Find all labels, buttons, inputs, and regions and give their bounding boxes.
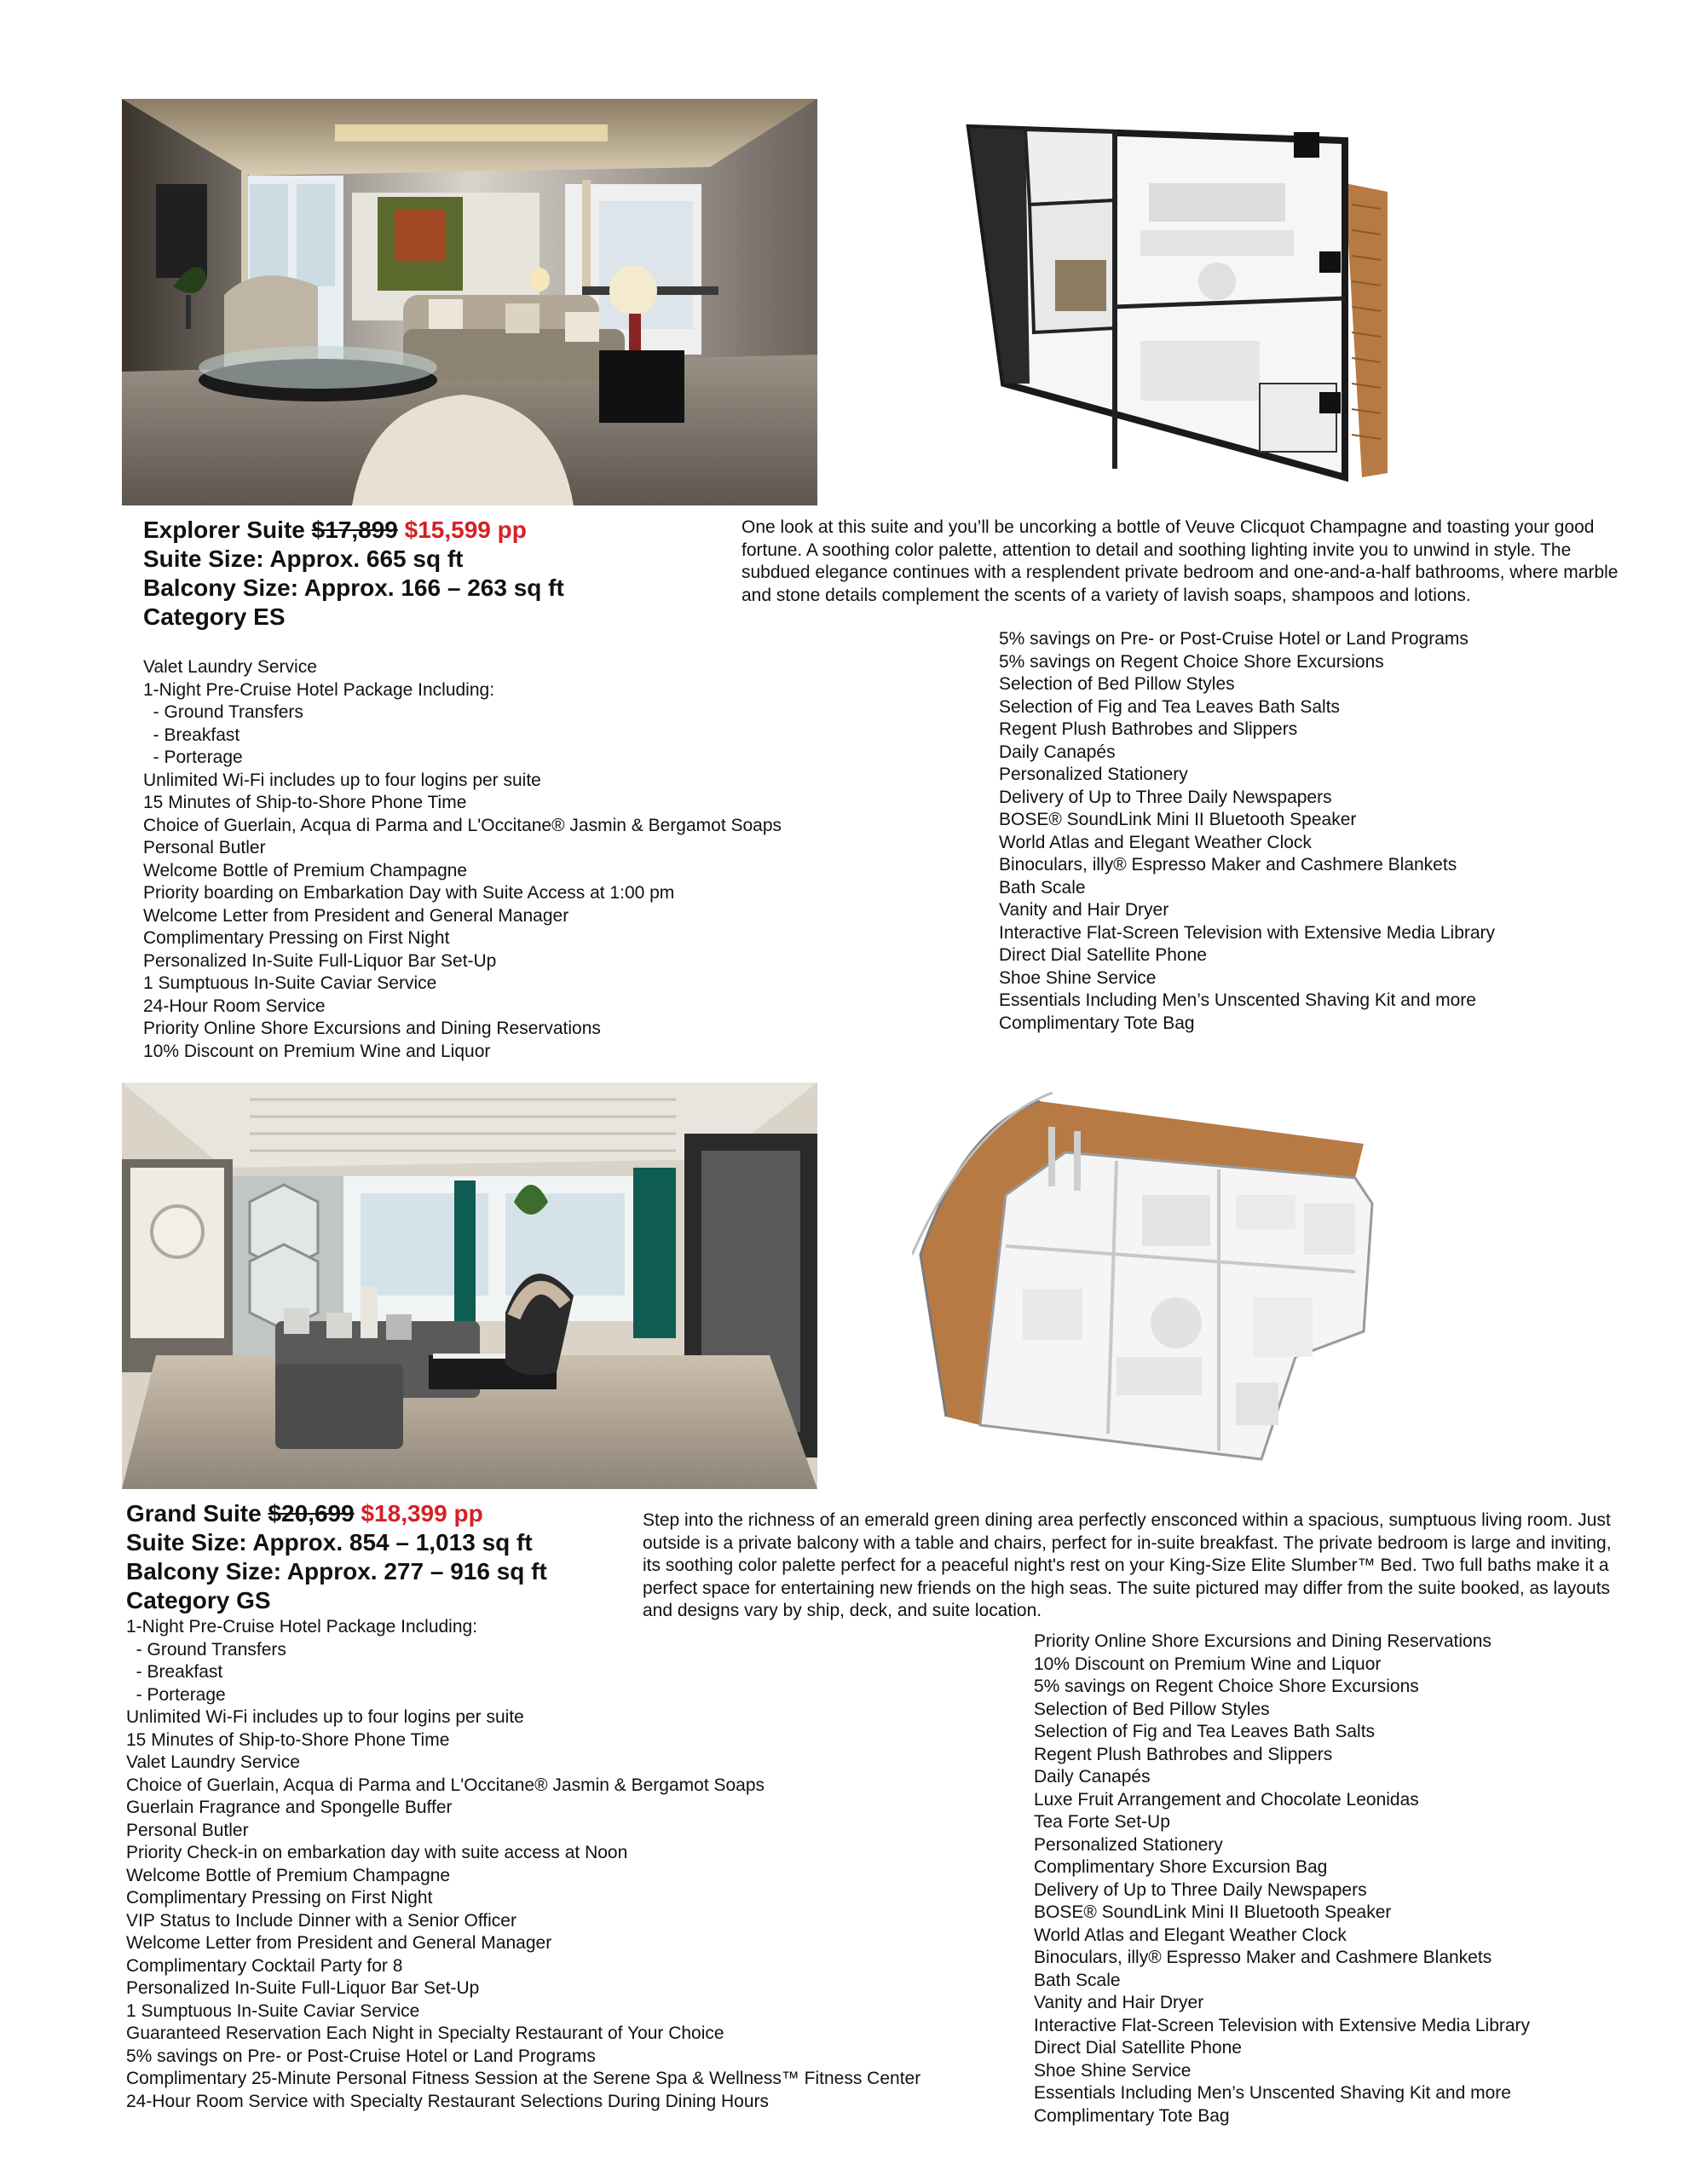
grand-amenity-item: 1 Sumptuous In-Suite Caviar Service — [126, 2000, 420, 2021]
explorer-amenity-item: 1 Sumptuous In-Suite Caviar Service — [143, 973, 437, 993]
explorer-amenity-item: Regent Plush Bathrobes and Slippers — [999, 719, 1298, 739]
grand-suite-price-was: $20,699 — [268, 1500, 355, 1527]
grand-amenity-item: Priority Check-in on embarkation day with suite access at Noon — [126, 1843, 628, 1862]
explorer-amenity-item: Unlimited Wi-Fi includes up to four logins per suite — [143, 770, 541, 790]
grand-amenity-item: 5% savings on Regent Choice Shore Excursions — [1034, 1677, 1419, 1696]
grand-amenity-item: Valet Laundry Service — [126, 1752, 300, 1772]
grand-amenity-item: Guerlain Fragrance and Spongelle Buffer — [126, 1798, 453, 1817]
explorer-amenity-item: Binoculars, illy® Espresso Maker and Cashmere Blankets — [999, 855, 1457, 875]
grand-amenity-item: Interactive Flat-Screen Television with Extensive Media Library — [1034, 2015, 1531, 2035]
grand-amenity-item: Welcome Letter from President and General Manager — [126, 1933, 552, 1953]
grand-amenity-item: World Atlas and Elegant Weather Clock — [1034, 1925, 1347, 1945]
explorer-amenity-item: Selection of Fig and Tea Leaves Bath Salts — [999, 696, 1341, 717]
explorer-amenity-item: Welcome Bottle of Premium Champagne — [143, 860, 468, 880]
explorer-amenity-item: Welcome Letter from President and General Manager — [143, 905, 569, 926]
explorer-amenity-item: Delivery of Up to Three Daily Newspapers — [999, 787, 1332, 807]
grand-amenity-item: Unlimited Wi-Fi includes up to four logins per suite — [126, 1707, 524, 1727]
grand-amenity-item: - Breakfast — [126, 1662, 223, 1682]
grand-amenity-item: Shoe Shine Service — [1034, 2060, 1192, 2081]
explorer-amenity-item: 5% savings on Regent Choice Shore Excursions — [999, 651, 1384, 672]
explorer-amenity-item: Valet Laundry Service — [143, 657, 317, 677]
explorer-amenity-item: Personalized In-Suite Full-Liquor Bar Set-Up — [143, 950, 497, 971]
explorer-amenity-item: Essentials Including Men’s Unscented Shaving Kit and more — [999, 990, 1476, 1010]
explorer-amenity-item: 24-Hour Room Service — [143, 996, 326, 1016]
grand-suite-name-price — [126, 1499, 547, 1528]
explorer-amenity-item: - Porterage — [143, 748, 243, 767]
grand-suite-photo — [122, 1082, 817, 1489]
grand-amenity-item: Complimentary Cocktail Party for 8 — [126, 1955, 403, 1976]
explorer-amenity-item: - Breakfast — [143, 724, 240, 745]
explorer-amenity-item: BOSE® SoundLink Mini II Bluetooth Speaker — [999, 810, 1357, 829]
explorer-suite-balcony-size: Balcony Size: Approx. 166 – 263 sq ft — [143, 574, 564, 601]
grand-amenity-item: 1-Night Pre-Cruise Hotel Package Including: — [126, 1617, 478, 1636]
grand-amenity-item: Complimentary Shore Excursion Bag — [1034, 1857, 1328, 1877]
grand-amenity-item: Guaranteed Reservation Each Night in Specialty Restaurant of Your Choice — [126, 2023, 724, 2043]
explorer-suite-floor-plan — [944, 111, 1413, 494]
grand-amenity-item: Selection of Bed Pillow Styles — [1034, 1699, 1270, 1719]
grand-amenity-item: 15 Minutes of Ship-to-Shore Phone Time — [126, 1729, 450, 1750]
explorer-amenity-item: Personal Butler — [143, 838, 266, 857]
grand-amenity-item: Binoculars, illy® Espresso Maker and Cashmere Blankets — [1034, 1948, 1492, 1967]
grand-amenity-item: 5% savings on Pre- or Post-Cruise Hotel or Land Programs — [126, 2046, 596, 2066]
explorer-amenity-item: Complimentary Pressing on First Night — [143, 928, 450, 948]
explorer-amenity-item: Priority Online Shore Excursions and Dining Reservations — [143, 1019, 601, 1038]
grand-amenity-item: Personalized Stationery — [1034, 1834, 1223, 1855]
grand-amenity-item: Bath Scale — [1034, 1970, 1121, 1990]
grand-amenity-item: Tea Forte Set-Up — [1034, 1812, 1170, 1832]
explorer-amenity-item: Personalized Stationery — [999, 765, 1188, 784]
grand-amenity-item: - Ground Transfers — [126, 1639, 286, 1660]
grand-amenity-item: 10% Discount on Premium Wine and Liquor — [1034, 1654, 1382, 1674]
explorer-suite-size: Suite Size: Approx. 665 sq ft — [143, 546, 464, 572]
grand-amenity-item: Personalized In-Suite Full-Liquor Bar Set-Up — [126, 1978, 480, 1998]
explorer-amenity-item: Selection of Bed Pillow Styles — [999, 674, 1235, 694]
explorer-amenity-item: 1-Night Pre-Cruise Hotel Package Including: — [143, 679, 495, 700]
grand-amenity-item: Luxe Fruit Arrangement and Chocolate Leonidas — [1034, 1789, 1419, 1810]
grand-suite-amenities-right — [1034, 1631, 1530, 2127]
explorer-amenity-item: Priority boarding on Embarkation Day with Suite Access at 1:00 pm — [143, 883, 675, 903]
explorer-suite-price-was: $17,899 — [311, 517, 398, 543]
grand-amenity-item: Complimentary Tote Bag — [1034, 2105, 1230, 2126]
grand-amenity-item: Complimentary Pressing on First Night — [126, 1888, 433, 1908]
grand-amenity-item: Welcome Bottle of Premium Champagne — [126, 1865, 451, 1885]
explorer-amenity-item: Complimentary Tote Bag — [999, 1013, 1195, 1033]
grand-suite-size: Suite Size: Approx. 854 – 1,013 sq ft — [126, 1529, 533, 1556]
explorer-amenity-item: Daily Canapés — [999, 742, 1116, 762]
explorer-suite-photo — [122, 99, 817, 505]
explorer-suite-price-now: $15,599 pp — [404, 517, 527, 543]
grand-amenity-item: Delivery of Up to Three Daily Newspapers — [1034, 1879, 1367, 1900]
explorer-amenity-item: World Atlas and Elegant Weather Clock — [999, 832, 1312, 852]
explorer-amenity-item: 10% Discount on Premium Wine and Liquor — [143, 1041, 491, 1061]
explorer-suite-amenities-left — [143, 656, 782, 1063]
grand-amenity-item: VIP Status to Include Dinner with a Senior Officer — [126, 1910, 516, 1931]
grand-amenity-item: Daily Canapés — [1034, 1767, 1151, 1787]
grand-suite-title-block — [126, 1499, 547, 1615]
explorer-suite-name-price — [143, 516, 564, 545]
grand-suite-balcony-size: Balcony Size: Approx. 277 – 916 sq ft — [126, 1558, 547, 1585]
explorer-amenity-item: Bath Scale — [999, 877, 1086, 898]
grand-amenity-item: Regent Plush Bathrobes and Slippers — [1034, 1744, 1333, 1764]
grand-suite-name: Grand Suite — [126, 1500, 262, 1527]
grand-amenity-item: Complimentary 25-Minute Personal Fitness Session at the Serene Spa & Wellness™ Fitness Center — [126, 2069, 921, 2088]
grand-suite-category: Category GS — [126, 1587, 271, 1613]
grand-amenity-item: Selection of Fig and Tea Leaves Bath Salts — [1034, 1722, 1376, 1741]
grand-suite-floor-plan — [912, 1076, 1423, 1468]
explorer-amenity-item: Vanity and Hair Dryer — [999, 900, 1169, 920]
grand-amenity-item: Personal Butler — [126, 1820, 249, 1840]
explorer-suite-title-block — [143, 516, 564, 632]
explorer-suite-category: Category ES — [143, 603, 286, 630]
grand-amenity-item: Choice of Guerlain, Acqua di Parma and L'Occitane® Jasmin & Bergamot Soaps — [126, 1775, 765, 1795]
explorer-suite-amenities-right — [999, 628, 1495, 1035]
grand-suite-description: Step into the richness of an emerald green dining area perfectly ensconced within a spacious, sumptuous living room. Just outside is a private balcony with a table and chairs, perfect for in-suite breakfast. The private bedroom is large and inviting, its soothing color palette perfect for a peaceful night's rest on your King-Size Elite Slumber™ Bed. Two full baths make it a perfect space for entertaining new friends on the high seas. The suite pictured may differ from the suite booked, as layouts and designs vary by ship, deck, and suite location. — [643, 1510, 1612, 1620]
grand-amenity-item: Vanity and Hair Dryer — [1034, 1993, 1204, 2012]
explorer-amenity-item: - Ground Transfers — [143, 702, 303, 722]
grand-suite-amenities-left — [126, 1616, 920, 2113]
grand-amenity-item: Priority Online Shore Excursions and Dining Reservations — [1034, 1631, 1492, 1651]
explorer-suite-name: Explorer Suite — [143, 517, 305, 543]
grand-suite-price-now: $18,399 pp — [361, 1500, 483, 1527]
explorer-suite-description: One look at this suite and you’ll be uncorking a bottle of Veuve Clicquot Champagne and toasting your good fortune. A soothing color palette, attention to detail and soothing lighting invite you to unwind in style. The subdued elegance continues with a resplendent private bedroom and one-and-a-half bathrooms, where marble and stone details complement the scents of a variety of lavish soaps, shampoos and lotions. — [741, 517, 1619, 605]
explorer-amenity-item: Shoe Shine Service — [999, 967, 1157, 988]
grand-amenity-item: - Porterage — [126, 1684, 226, 1705]
explorer-amenity-item: 5% savings on Pre- or Post-Cruise Hotel or Land Programs — [999, 629, 1469, 649]
grand-amenity-item: Direct Dial Satellite Phone — [1034, 2038, 1242, 2058]
explorer-amenity-item: Choice of Guerlain, Acqua di Parma and L'Occitane® Jasmin & Bergamot Soaps — [143, 815, 782, 835]
grand-amenity-item: Essentials Including Men’s Unscented Shaving Kit and more — [1034, 2083, 1511, 2103]
explorer-amenity-item: Direct Dial Satellite Phone — [999, 945, 1207, 965]
explorer-amenity-item: Interactive Flat-Screen Television with Extensive Media Library — [999, 922, 1496, 943]
grand-amenity-item: BOSE® SoundLink Mini II Bluetooth Speaker — [1034, 1902, 1392, 1922]
grand-amenity-item: 24-Hour Room Service with Specialty Restaurant Selections During Dining Hours — [126, 2091, 770, 2111]
explorer-amenity-item: 15 Minutes of Ship-to-Shore Phone Time — [143, 793, 467, 812]
